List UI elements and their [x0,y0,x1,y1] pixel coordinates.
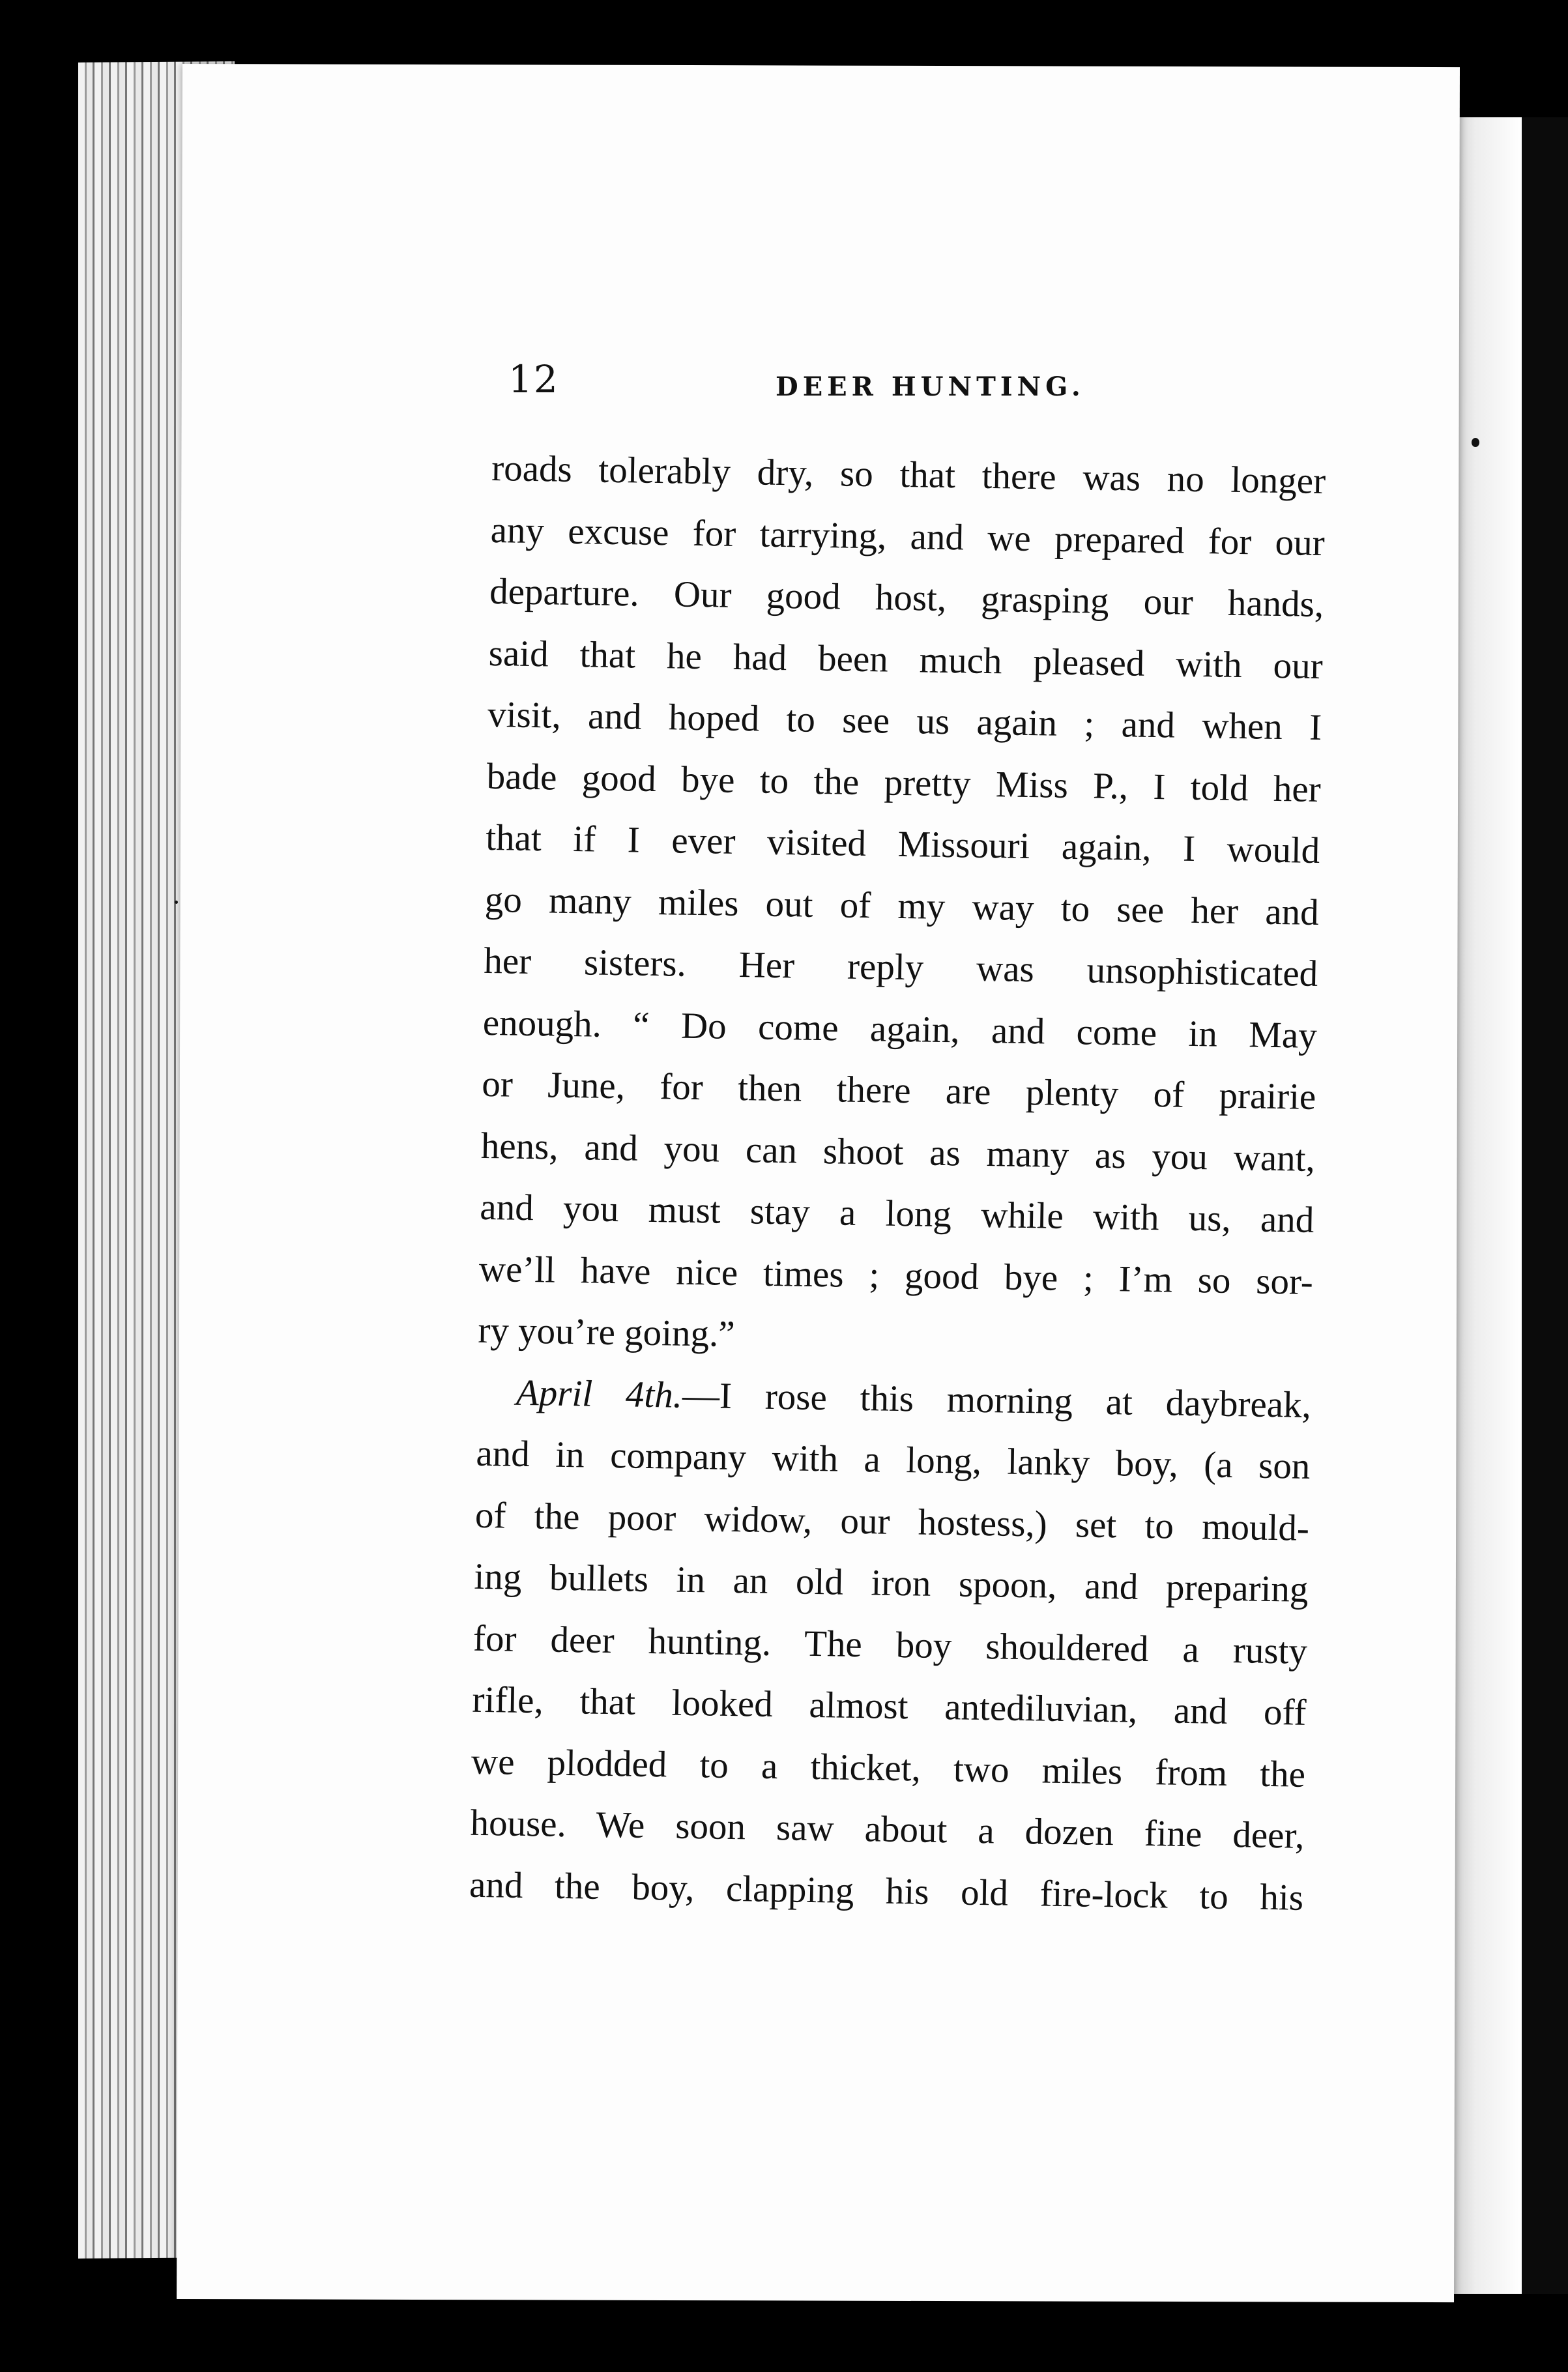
right-border-dark [1522,117,1568,2294]
text-line: we plodded to a thicket, two miles from the [471,1741,1306,1795]
text-line: roads tolerably dry, so that there was no longer [491,447,1326,502]
text-line: bade good bye to the pretty Miss P., I told her [486,755,1322,810]
text-line: said that he had been much pleased with our [488,632,1324,687]
text-line: for deer hunting. The boy shouldered a rusty [472,1617,1308,1672]
text-line: ry you’re going.” [477,1309,736,1355]
text-line: and the boy, clapping his old fire-lock to his [469,1864,1304,1918]
text-line: departure. Our good host, grasping our hands, [489,570,1324,626]
text-line: hens, and you can shoot as many as you want, [480,1125,1316,1179]
text-line: that if I ever visited Missouri again, I would [485,817,1320,872]
running-head: DEER HUNTING. [776,371,1085,402]
text-line: any excuse for tarrying, and we prepared for our [490,509,1326,564]
text-line: we’ll have nice times ; good bye ; I’m so sor- [478,1248,1314,1303]
text-line: her sisters. Her reply was unsophisticated [483,940,1318,995]
text-line: visit, and hoped to see us again ; and when I [487,693,1322,749]
text-line: rifle, that looked almost antediluvian, and off [472,1679,1307,1733]
ink-speck [1472,438,1479,447]
page-header [508,357,1336,409]
text-line: house. We soon saw about a dozen fine deer, [470,1802,1305,1857]
text-line: and in company with a long, lanky boy, (a son [476,1432,1311,1487]
text-line: or June, for then there are plenty of prairie [481,1063,1316,1118]
text-line: go many miles out of my way to see her and [484,878,1320,933]
text-line: and you must stay a long while with us, and [479,1186,1314,1241]
body-text [469,438,1326,1929]
text-line: enough. “ Do come again, and come in May [482,1002,1318,1056]
entry-date: April 4th. [515,1372,683,1416]
ink-speck [175,901,178,904]
text-line: ing bullets in an old iron spoon, and preparing [474,1555,1309,1610]
text-line: of the poor widow, our hostess,) set to mould- [474,1494,1310,1549]
first-line-text: —I rose this morning at daybreak, [682,1374,1312,1426]
page-number: 12 [508,357,559,401]
